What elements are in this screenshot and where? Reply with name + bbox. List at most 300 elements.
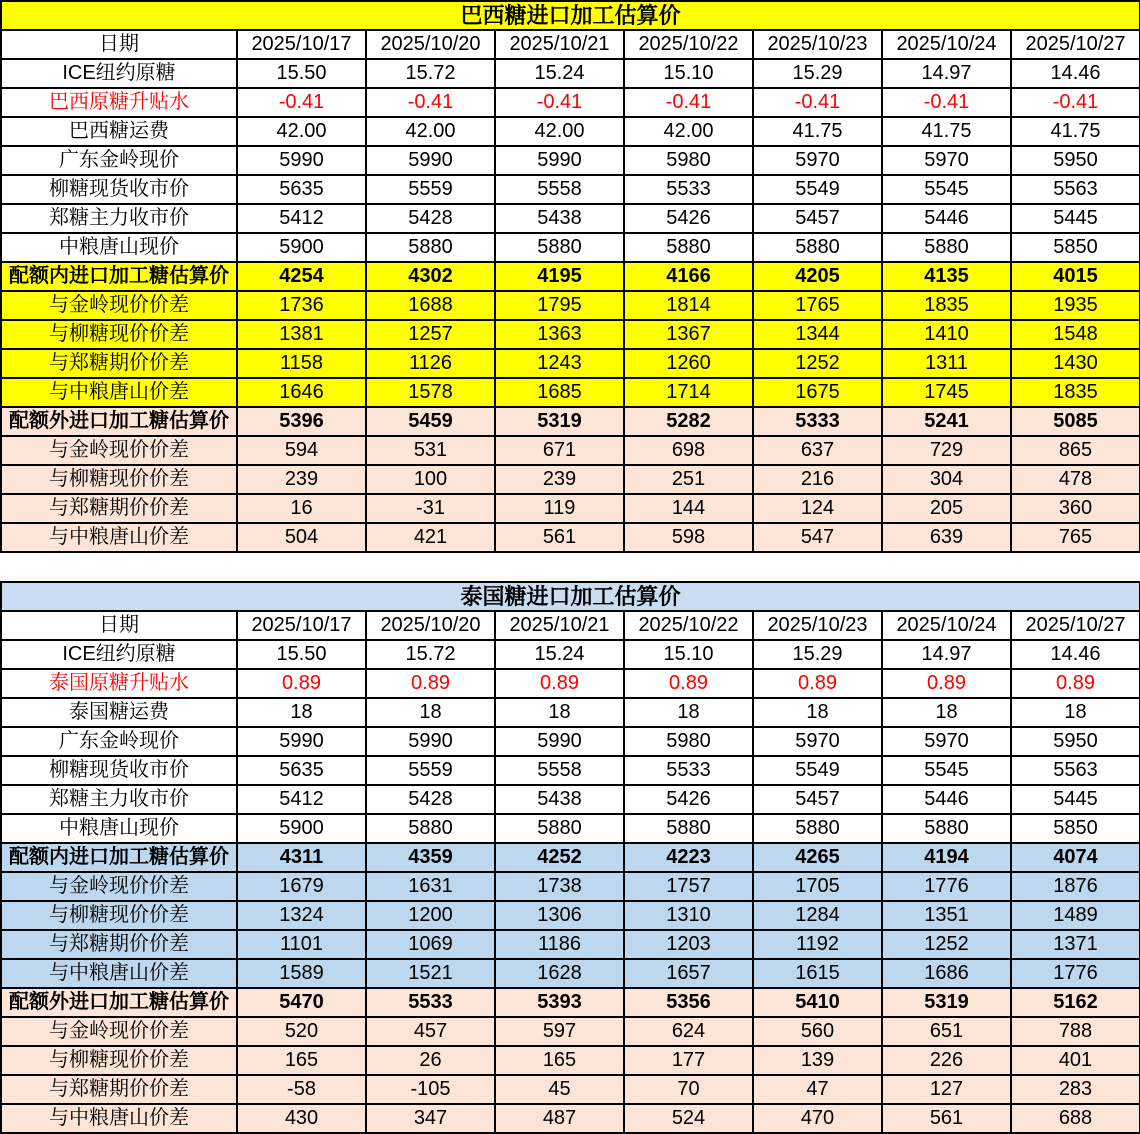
row-label: ICE纽约原糖: [1, 640, 237, 669]
value-cell: 547: [753, 523, 882, 552]
value-cell: 1686: [882, 959, 1011, 988]
value-cell: 1578: [366, 378, 495, 407]
value-cell: 4015: [1011, 262, 1140, 291]
row-label: 泰国糖运费: [1, 698, 237, 727]
value-cell: 4166: [624, 262, 753, 291]
row-label: 与中粮唐山价差: [1, 378, 237, 407]
value-cell: 5990: [366, 146, 495, 175]
value-cell: 1745: [882, 378, 1011, 407]
value-cell: 5446: [882, 204, 1011, 233]
value-cell: 560: [753, 1017, 882, 1046]
value-cell: 226: [882, 1046, 1011, 1075]
value-cell: 0.89: [882, 669, 1011, 698]
date-cell: 2025/10/17: [237, 30, 366, 59]
value-cell: 1192: [753, 930, 882, 959]
value-cell: 5445: [1011, 785, 1140, 814]
table-row: [1, 262, 1140, 291]
value-cell: 5970: [882, 146, 1011, 175]
value-cell: 1344: [753, 320, 882, 349]
value-cell: 0.89: [237, 669, 366, 698]
value-cell: 15.72: [366, 640, 495, 669]
value-cell: 360: [1011, 494, 1140, 523]
value-cell: 1252: [882, 930, 1011, 959]
value-cell: 1371: [1011, 930, 1140, 959]
value-cell: 5970: [753, 727, 882, 756]
value-cell: 4194: [882, 843, 1011, 872]
value-cell: 4302: [366, 262, 495, 291]
value-cell: 5559: [366, 756, 495, 785]
value-cell: 1158: [237, 349, 366, 378]
value-cell: 1548: [1011, 320, 1140, 349]
value-cell: -0.41: [753, 88, 882, 117]
table-row: [1, 669, 1140, 698]
value-cell: 401: [1011, 1046, 1140, 1075]
date-header-row: [1, 611, 1140, 640]
value-cell: 1257: [366, 320, 495, 349]
thailand-table-title-row: [1, 582, 1140, 611]
value-cell: 5446: [882, 785, 1011, 814]
value-cell: 1679: [237, 872, 366, 901]
value-cell: 1736: [237, 291, 366, 320]
value-cell: 1284: [753, 901, 882, 930]
row-label: 与金岭现价价差: [1, 1017, 237, 1046]
value-cell: 5980: [624, 146, 753, 175]
value-cell: 5950: [1011, 727, 1140, 756]
value-cell: 205: [882, 494, 1011, 523]
date-cell: 2025/10/20: [366, 611, 495, 640]
value-cell: 14.97: [882, 640, 1011, 669]
value-cell: 5880: [495, 233, 624, 262]
value-cell: 1243: [495, 349, 624, 378]
value-cell: 5412: [237, 204, 366, 233]
value-cell: 5635: [237, 175, 366, 204]
row-label: 巴西糖运费: [1, 117, 237, 146]
row-label: 柳糖现货收市价: [1, 175, 237, 204]
value-cell: 1324: [237, 901, 366, 930]
table-row: [1, 930, 1140, 959]
value-cell: 1430: [1011, 349, 1140, 378]
value-cell: 5457: [753, 785, 882, 814]
row-label: 广东金岭现价: [1, 727, 237, 756]
row-label: 与柳糖现价价差: [1, 465, 237, 494]
table-row: [1, 756, 1140, 785]
value-cell: 283: [1011, 1075, 1140, 1104]
value-cell: 1628: [495, 959, 624, 988]
row-label: 与金岭现价价差: [1, 436, 237, 465]
value-cell: 651: [882, 1017, 1011, 1046]
value-cell: 5393: [495, 988, 624, 1017]
value-cell: 1714: [624, 378, 753, 407]
value-cell: 5563: [1011, 756, 1140, 785]
value-cell: 5635: [237, 756, 366, 785]
value-cell: 5950: [1011, 146, 1140, 175]
value-cell: 216: [753, 465, 882, 494]
value-cell: 0.89: [495, 669, 624, 698]
value-cell: 15.10: [624, 640, 753, 669]
value-cell: 5533: [624, 175, 753, 204]
value-cell: 124: [753, 494, 882, 523]
value-cell: 1685: [495, 378, 624, 407]
value-cell: 1688: [366, 291, 495, 320]
value-cell: 1410: [882, 320, 1011, 349]
value-cell: 865: [1011, 436, 1140, 465]
value-cell: 251: [624, 465, 753, 494]
table-row: [1, 175, 1140, 204]
value-cell: 788: [1011, 1017, 1140, 1046]
table-row: [1, 785, 1140, 814]
value-cell: 18: [624, 698, 753, 727]
thailand-table-body: [1, 611, 1140, 1133]
date-cell: 2025/10/27: [1011, 30, 1140, 59]
value-cell: 1675: [753, 378, 882, 407]
value-cell: 4223: [624, 843, 753, 872]
value-cell: 5900: [237, 814, 366, 843]
value-cell: 15.50: [237, 59, 366, 88]
value-cell: 42.00: [495, 117, 624, 146]
value-cell: 127: [882, 1075, 1011, 1104]
value-cell: -0.41: [624, 88, 753, 117]
date-cell: 2025/10/17: [237, 611, 366, 640]
row-label: 郑糖主力收市价: [1, 204, 237, 233]
value-cell: 457: [366, 1017, 495, 1046]
table-row: [1, 436, 1140, 465]
table-row: [1, 494, 1140, 523]
value-cell: 478: [1011, 465, 1140, 494]
value-cell: 15.24: [495, 59, 624, 88]
value-cell: 5410: [753, 988, 882, 1017]
row-label: 与柳糖现价价差: [1, 320, 237, 349]
date-cell: 2025/10/21: [495, 30, 624, 59]
table-row: [1, 291, 1140, 320]
value-cell: 5990: [237, 727, 366, 756]
value-cell: 41.75: [1011, 117, 1140, 146]
value-cell: 5880: [624, 814, 753, 843]
value-cell: 1705: [753, 872, 882, 901]
value-cell: 42.00: [624, 117, 753, 146]
value-cell: 598: [624, 523, 753, 552]
value-cell: 45: [495, 1075, 624, 1104]
value-cell: 531: [366, 436, 495, 465]
value-cell: 1069: [366, 930, 495, 959]
row-label: 中粮唐山现价: [1, 814, 237, 843]
table-gap: [0, 553, 1140, 581]
value-cell: 5880: [753, 814, 882, 843]
thailand-table-title: 泰国糖进口加工估算价: [1, 582, 1140, 611]
value-cell: 14.97: [882, 59, 1011, 88]
thailand-sugar-table: [0, 581, 1140, 1134]
value-cell: 5990: [495, 146, 624, 175]
value-cell: 4252: [495, 843, 624, 872]
row-label: 与郑糖期价价差: [1, 494, 237, 523]
value-cell: 42.00: [366, 117, 495, 146]
value-cell: 5438: [495, 785, 624, 814]
table-row: [1, 1104, 1140, 1133]
value-cell: 139: [753, 1046, 882, 1075]
value-cell: 5457: [753, 204, 882, 233]
date-header-label: 日期: [1, 611, 237, 640]
date-cell: 2025/10/22: [624, 611, 753, 640]
value-cell: 5319: [882, 988, 1011, 1017]
value-cell: 4135: [882, 262, 1011, 291]
brazil-table-title-row: [1, 1, 1140, 30]
value-cell: 1126: [366, 349, 495, 378]
value-cell: 5438: [495, 204, 624, 233]
table-row: [1, 378, 1140, 407]
value-cell: 5990: [237, 146, 366, 175]
value-cell: 15.24: [495, 640, 624, 669]
value-cell: 561: [882, 1104, 1011, 1133]
table-row: [1, 1046, 1140, 1075]
value-cell: 4359: [366, 843, 495, 872]
value-cell: 5880: [882, 233, 1011, 262]
value-cell: 594: [237, 436, 366, 465]
value-cell: 421: [366, 523, 495, 552]
value-cell: 144: [624, 494, 753, 523]
date-cell: 2025/10/27: [1011, 611, 1140, 640]
value-cell: 1935: [1011, 291, 1140, 320]
table-row: [1, 872, 1140, 901]
value-cell: 504: [237, 523, 366, 552]
value-cell: 1835: [1011, 378, 1140, 407]
value-cell: 430: [237, 1104, 366, 1133]
value-cell: 5549: [753, 756, 882, 785]
value-cell: 1306: [495, 901, 624, 930]
value-cell: -105: [366, 1075, 495, 1104]
value-cell: 5333: [753, 407, 882, 436]
value-cell: 561: [495, 523, 624, 552]
table-row: [1, 959, 1140, 988]
value-cell: 4195: [495, 262, 624, 291]
value-cell: 18: [753, 698, 882, 727]
table-row: [1, 320, 1140, 349]
value-cell: 100: [366, 465, 495, 494]
value-cell: 688: [1011, 1104, 1140, 1133]
value-cell: 1814: [624, 291, 753, 320]
date-header-row: [1, 30, 1140, 59]
value-cell: 15.10: [624, 59, 753, 88]
value-cell: 1646: [237, 378, 366, 407]
value-cell: 729: [882, 436, 1011, 465]
value-cell: 5880: [366, 814, 495, 843]
value-cell: 0.89: [366, 669, 495, 698]
value-cell: 5445: [1011, 204, 1140, 233]
value-cell: 1615: [753, 959, 882, 988]
row-label: 与金岭现价价差: [1, 291, 237, 320]
row-label: 与柳糖现价价差: [1, 1046, 237, 1075]
date-cell: 2025/10/22: [624, 30, 753, 59]
row-label: 配额外进口加工糖估算价: [1, 988, 237, 1017]
table-row: [1, 523, 1140, 552]
value-cell: 70: [624, 1075, 753, 1104]
value-cell: 1252: [753, 349, 882, 378]
value-cell: 5428: [366, 204, 495, 233]
value-cell: -0.41: [882, 88, 1011, 117]
table-row: [1, 901, 1140, 930]
value-cell: 698: [624, 436, 753, 465]
table-row: [1, 988, 1140, 1017]
value-cell: 1657: [624, 959, 753, 988]
table-row: [1, 640, 1140, 669]
value-cell: 5356: [624, 988, 753, 1017]
value-cell: 5428: [366, 785, 495, 814]
value-cell: 14.46: [1011, 640, 1140, 669]
value-cell: 1757: [624, 872, 753, 901]
value-cell: 239: [495, 465, 624, 494]
value-cell: 639: [882, 523, 1011, 552]
value-cell: 5880: [366, 233, 495, 262]
value-cell: 5970: [882, 727, 1011, 756]
date-cell: 2025/10/21: [495, 611, 624, 640]
row-label: 巴西原糖升贴水: [1, 88, 237, 117]
value-cell: 1260: [624, 349, 753, 378]
value-cell: 5558: [495, 175, 624, 204]
table-row: [1, 1075, 1140, 1104]
value-cell: 177: [624, 1046, 753, 1075]
row-label: 配额内进口加工糖估算价: [1, 262, 237, 291]
value-cell: 119: [495, 494, 624, 523]
value-cell: 5880: [882, 814, 1011, 843]
value-cell: 4254: [237, 262, 366, 291]
value-cell: 5412: [237, 785, 366, 814]
value-cell: 18: [1011, 698, 1140, 727]
value-cell: 15.50: [237, 640, 366, 669]
value-cell: 5426: [624, 204, 753, 233]
value-cell: 5990: [366, 727, 495, 756]
value-cell: 597: [495, 1017, 624, 1046]
value-cell: 18: [237, 698, 366, 727]
value-cell: 1186: [495, 930, 624, 959]
value-cell: 4074: [1011, 843, 1140, 872]
value-cell: 5085: [1011, 407, 1140, 436]
row-label: 配额外进口加工糖估算价: [1, 407, 237, 436]
value-cell: 1521: [366, 959, 495, 988]
value-cell: 524: [624, 1104, 753, 1133]
value-cell: 41.75: [753, 117, 882, 146]
row-label: 与郑糖期价价差: [1, 930, 237, 959]
value-cell: 1203: [624, 930, 753, 959]
value-cell: 347: [366, 1104, 495, 1133]
value-cell: 0.89: [624, 669, 753, 698]
value-cell: 5459: [366, 407, 495, 436]
value-cell: 5545: [882, 756, 1011, 785]
value-cell: -0.41: [495, 88, 624, 117]
value-cell: -0.41: [237, 88, 366, 117]
brazil-sugar-table: [0, 0, 1140, 553]
value-cell: 5563: [1011, 175, 1140, 204]
table-row: [1, 233, 1140, 262]
value-cell: 5533: [366, 988, 495, 1017]
row-label: 与中粮唐山价差: [1, 959, 237, 988]
value-cell: 5241: [882, 407, 1011, 436]
date-cell: 2025/10/20: [366, 30, 495, 59]
row-label: 郑糖主力收市价: [1, 785, 237, 814]
value-cell: 1776: [1011, 959, 1140, 988]
value-cell: 165: [495, 1046, 624, 1075]
row-label: 与郑糖期价价差: [1, 1075, 237, 1104]
value-cell: 5549: [753, 175, 882, 204]
value-cell: 5880: [753, 233, 882, 262]
table-row: [1, 465, 1140, 494]
table-row: [1, 698, 1140, 727]
value-cell: 1200: [366, 901, 495, 930]
brazil-table-title: 巴西糖进口加工估算价: [1, 1, 1140, 30]
value-cell: 5850: [1011, 233, 1140, 262]
table-row: [1, 843, 1140, 872]
value-cell: 4205: [753, 262, 882, 291]
row-label: 泰国原糖升贴水: [1, 669, 237, 698]
table-row: [1, 146, 1140, 175]
value-cell: 1835: [882, 291, 1011, 320]
value-cell: -31: [366, 494, 495, 523]
date-cell: 2025/10/24: [882, 611, 1011, 640]
table-row: [1, 88, 1140, 117]
value-cell: 5319: [495, 407, 624, 436]
value-cell: 1351: [882, 901, 1011, 930]
value-cell: 520: [237, 1017, 366, 1046]
value-cell: 470: [753, 1104, 882, 1133]
value-cell: -0.41: [366, 88, 495, 117]
value-cell: 1489: [1011, 901, 1140, 930]
value-cell: 5880: [495, 814, 624, 843]
table-row: [1, 407, 1140, 436]
value-cell: 5850: [1011, 814, 1140, 843]
value-cell: 1101: [237, 930, 366, 959]
value-cell: 47: [753, 1075, 882, 1104]
row-label: 与中粮唐山价差: [1, 523, 237, 552]
value-cell: 1776: [882, 872, 1011, 901]
value-cell: 1738: [495, 872, 624, 901]
value-cell: 4265: [753, 843, 882, 872]
value-cell: 5396: [237, 407, 366, 436]
value-cell: 41.75: [882, 117, 1011, 146]
table-row: [1, 814, 1140, 843]
value-cell: 1876: [1011, 872, 1140, 901]
value-cell: 5162: [1011, 988, 1140, 1017]
row-label: 中粮唐山现价: [1, 233, 237, 262]
value-cell: 304: [882, 465, 1011, 494]
value-cell: 487: [495, 1104, 624, 1133]
table-row: [1, 727, 1140, 756]
value-cell: 42.00: [237, 117, 366, 146]
table-row: [1, 117, 1140, 146]
table-row: [1, 59, 1140, 88]
value-cell: 5900: [237, 233, 366, 262]
value-cell: 5880: [624, 233, 753, 262]
value-cell: 5970: [753, 146, 882, 175]
value-cell: 5559: [366, 175, 495, 204]
value-cell: 165: [237, 1046, 366, 1075]
value-cell: 1381: [237, 320, 366, 349]
table-row: [1, 349, 1140, 378]
row-label: 与柳糖现价价差: [1, 901, 237, 930]
date-cell: 2025/10/23: [753, 611, 882, 640]
value-cell: 16: [237, 494, 366, 523]
value-cell: 624: [624, 1017, 753, 1046]
row-label: 与中粮唐山价差: [1, 1104, 237, 1133]
value-cell: 1765: [753, 291, 882, 320]
table-row: [1, 1017, 1140, 1046]
value-cell: 1367: [624, 320, 753, 349]
value-cell: 1631: [366, 872, 495, 901]
row-label: 与金岭现价价差: [1, 872, 237, 901]
value-cell: -58: [237, 1075, 366, 1104]
value-cell: 5470: [237, 988, 366, 1017]
value-cell: 5533: [624, 756, 753, 785]
value-cell: 5558: [495, 756, 624, 785]
value-cell: 18: [882, 698, 1011, 727]
value-cell: 1795: [495, 291, 624, 320]
value-cell: 14.46: [1011, 59, 1140, 88]
